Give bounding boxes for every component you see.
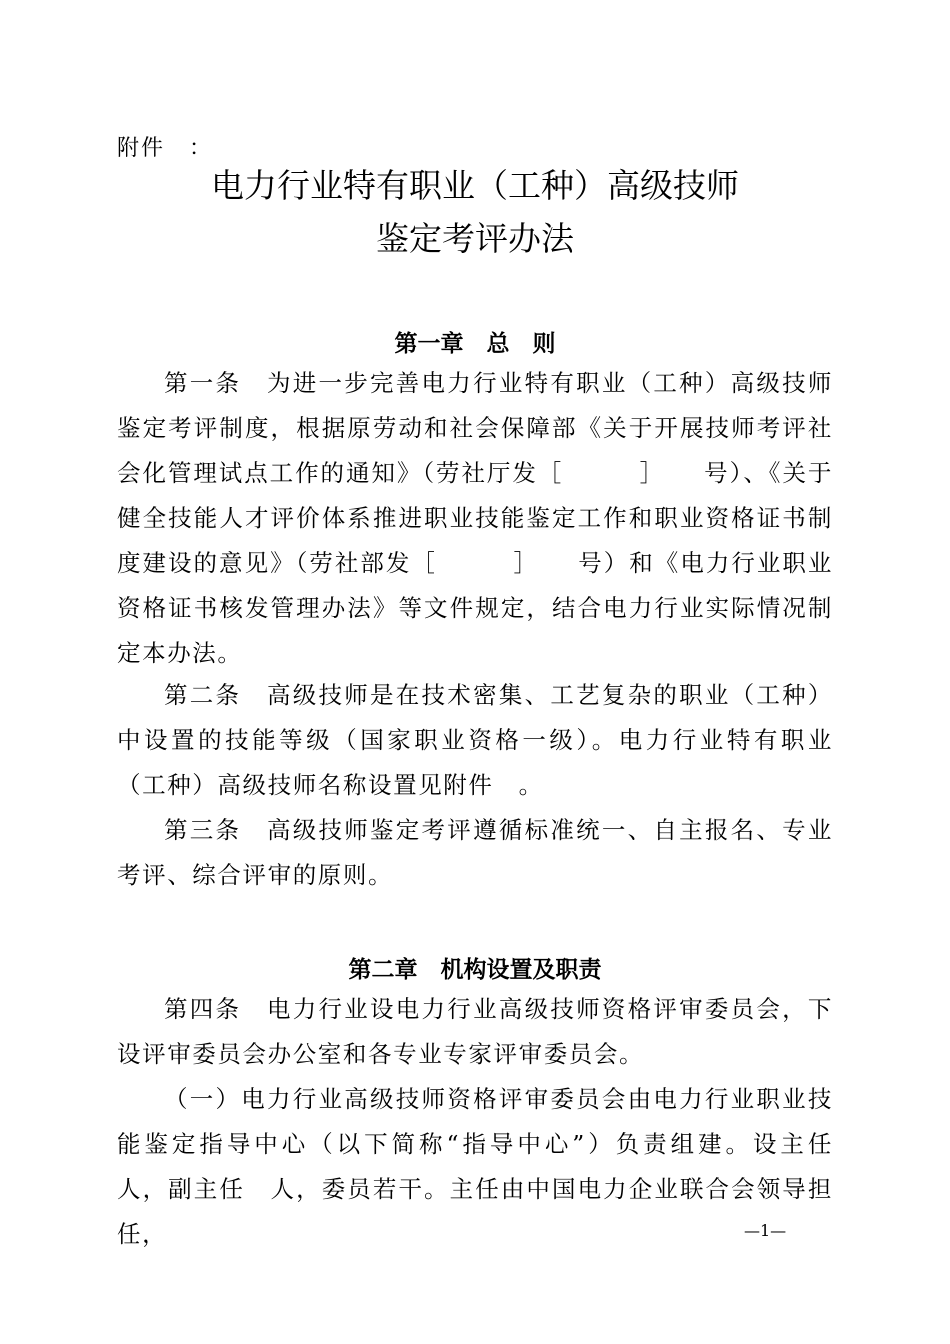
page-number: —1—	[744, 1221, 787, 1240]
article-2: 第二条 高级技师是在技术密集、工艺复杂的职业（工种）中设置的技能等级（国家职业资格一级）。电力行业特有职业（工种）高级技师名称设置见附件 。	[117, 681, 833, 799]
article-3: 第三条 高级技师鉴定考评遵循标准统一、自主报名、专业考评、综合评审的原则。	[117, 816, 833, 889]
document-title-line1: 电力行业特有职业（工种）高级技师	[211, 166, 739, 205]
chapter2-heading: 第二章 机构设置及职责	[348, 957, 602, 983]
document-title-line2: 鉴定考评办法	[376, 219, 574, 258]
attachment-label: 附件 ：	[117, 136, 214, 161]
article-4-item-1: （一）电力行业高级技师资格评审委员会由电力行业职业技能鉴定指导中心（以下简称“指导中心”）负责组建。设主任 人，副主任 人，委员若干。主任由中国电力企业联合会领导担任，	[117, 1085, 859, 1248]
article-1: 第一条 为进一步完善电力行业特有职业（工种）高级技师鉴定考评制度，根据原劳动和社会保障部《关于开展技师考评社会化管理试点工作的通知》（劳社厅发［ ］ 号）、《关于健全技能人才评价体系推进职业技能鉴定工作和职业资格证书制度建设的意见》（劳社部发［ ］ 号）和《电力行业职业资格证书核发管理办法》等文件规定，结合电力行业实际情况制定本办法。	[117, 369, 833, 667]
chapter1-heading: 第一章 总 则	[394, 331, 556, 357]
article-4: 第四条 电力行业设电力行业高级技师资格评审委员会，下设评审委员会办公室和各专业专家评审委员会。	[117, 995, 833, 1068]
